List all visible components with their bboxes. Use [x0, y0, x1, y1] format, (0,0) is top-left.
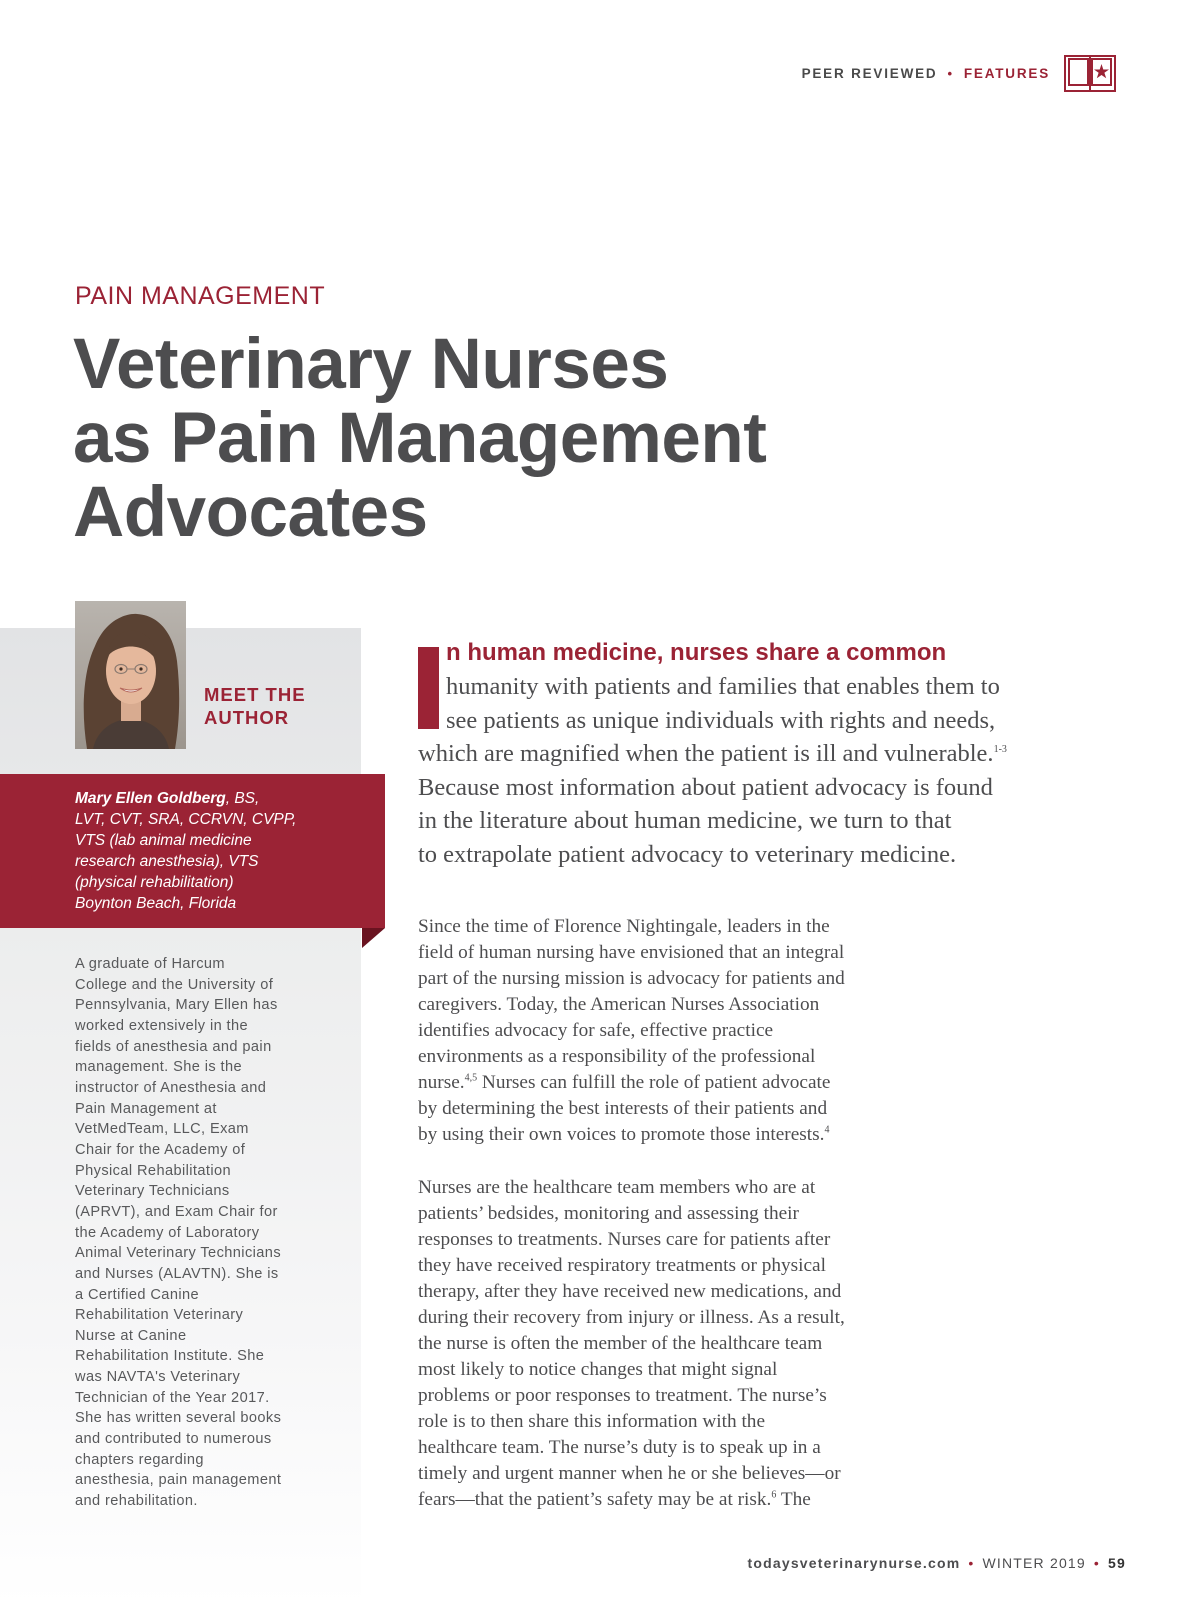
- body-line: caregivers. Today, the American Nurses Association: [418, 994, 820, 1015]
- body-line-text: nurse.: [418, 1072, 465, 1093]
- body-line: they have received respiratory treatments or physical: [418, 1255, 826, 1276]
- body-line: most likely to notice changes that might signal: [418, 1359, 778, 1380]
- body-line: field of human nursing have envisioned that an integral: [418, 942, 845, 963]
- body-line-text: Nurses can fulfill the role of patient advocate: [477, 1072, 831, 1093]
- bio-line: Pennsylvania, Mary Ellen has: [75, 997, 278, 1014]
- citation-superscript: 4: [824, 1124, 830, 1136]
- bio-line: (APRVT), and Exam Chair for: [75, 1203, 278, 1220]
- body-line: responses to treatments. Nurses care for patients after: [418, 1229, 831, 1250]
- bio-line: was NAVTA's Veterinary: [75, 1369, 241, 1386]
- bio-line: Rehabilitation Institute. She: [75, 1348, 265, 1365]
- bio-line: and rehabilitation.: [75, 1493, 198, 1510]
- citation-superscript: 4,5: [464, 1072, 478, 1084]
- credential-line: VTS (lab animal medicine: [75, 832, 252, 849]
- author-photo: [75, 601, 186, 749]
- lead-line: Because most information about patient advocacy is found: [418, 773, 993, 801]
- bio-line: worked extensively in the: [75, 1017, 249, 1034]
- bio-line: Pain Management at: [75, 1100, 217, 1117]
- body-line: identifies advocacy for safe, effective practice: [418, 1020, 774, 1041]
- citation-superscript: 1-3: [993, 744, 1007, 756]
- body-line: therapy, after they have received new medications, and: [418, 1281, 842, 1302]
- meet-the-author-heading: [204, 683, 306, 729]
- author-name: Mary Ellen Goldberg: [75, 790, 226, 807]
- page-footer: [747, 1555, 1126, 1571]
- body-paragraph-2: [418, 1175, 845, 1513]
- body-line: by determining the best interests of their patients and: [418, 1098, 828, 1119]
- book-star-icon: [1064, 52, 1116, 94]
- section-nav: [802, 66, 1050, 81]
- body-line: Nurses are the healthcare team members who are at: [418, 1177, 816, 1198]
- credential-fragment: , BS,: [225, 790, 260, 807]
- lead-line-text: which are magnified when the patient is ill and vulnerable.: [418, 740, 994, 768]
- bio-line: a Certified Canine: [75, 1286, 200, 1303]
- body-line: environments as a responsibility of the professional: [418, 1046, 816, 1067]
- author-name-line: [75, 788, 370, 809]
- title-line: as Pain Management: [73, 399, 767, 478]
- lead-line: in the literature about human medicine, we turn to that: [418, 807, 952, 835]
- bio-line: management. She is the: [75, 1059, 242, 1076]
- author-credentials: [75, 788, 370, 914]
- bio-line: Physical Rehabilitation: [75, 1162, 232, 1179]
- features-label: FEATURES: [963, 66, 1050, 81]
- body-line: [418, 1487, 845, 1513]
- bio-line: chapters regarding: [75, 1451, 204, 1468]
- body-line: during their recovery from injury or illness. As a result,: [418, 1307, 845, 1328]
- bio-line: and contributed to numerous: [75, 1431, 272, 1448]
- body-line: timely and urgent manner when he or she believes—or: [418, 1463, 841, 1484]
- band-fold-decoration: [362, 928, 385, 948]
- meet-line: MEET THE: [204, 684, 306, 705]
- credential-line: research anesthesia), VTS: [75, 853, 259, 870]
- article-title: [73, 325, 973, 552]
- bio-line: A graduate of Harcum: [75, 956, 225, 972]
- section-label: PAIN MANAGEMENT: [75, 282, 326, 310]
- bio-line: VetMedTeam, LLC, Exam: [75, 1121, 249, 1138]
- footer-website: todaysveterinarynurse.com: [747, 1555, 961, 1571]
- body-line-text: by using their own voices to promote those interests.: [418, 1124, 825, 1145]
- credential-line: LVT, CVT, SRA, CCRVN, CVPP,: [75, 811, 297, 828]
- lead-line: to extrapolate patient advocacy to veterinary medicine.: [418, 840, 957, 868]
- title-line: Advocates: [73, 473, 428, 552]
- body-line: patients’ bedsides, monitoring and assessing their: [418, 1203, 799, 1224]
- body-line: [418, 1070, 845, 1096]
- bio-line: Rehabilitation Veterinary: [75, 1307, 244, 1324]
- body-line-text: The: [776, 1489, 811, 1510]
- footer-separator: •: [968, 1555, 975, 1571]
- title-line: Veterinary Nurses: [73, 325, 669, 404]
- author-location: Boynton Beach, Florida: [75, 895, 237, 912]
- body-line: problems or poor responses to treatment. The nurse’s: [418, 1385, 827, 1406]
- bio-line: Chair for the Academy of: [75, 1141, 246, 1158]
- lead-paragraph: [418, 670, 1007, 872]
- credential-line: (physical rehabilitation): [75, 874, 234, 891]
- body-line: healthcare team. The nurse’s duty is to speak up in a: [418, 1437, 821, 1458]
- body-line: Since the time of Florence Nightingale, leaders in the: [418, 916, 830, 937]
- lead-bold-line: n human medicine, nurses share a common: [446, 639, 947, 666]
- footer-issue: WINTER 2019: [982, 1555, 1086, 1571]
- meet-line: AUTHOR: [204, 707, 290, 728]
- bio-line: Technician of the Year 2017.: [75, 1389, 270, 1406]
- body-line: part of the nursing mission is advocacy for patients and: [418, 968, 845, 989]
- bio-line: Nurse at Canine: [75, 1327, 187, 1344]
- body-line: role is to then share this information with the: [418, 1411, 765, 1432]
- lead-line: see patients as unique individuals with rights and needs,: [446, 706, 996, 734]
- bio-line: College and the University of: [75, 976, 274, 993]
- page-number: 59: [1108, 1555, 1126, 1571]
- nav-separator: •: [947, 66, 954, 81]
- bio-line: and Nurses (ALAVTN). She is: [75, 1265, 279, 1282]
- bio-line: instructor of Anesthesia and: [75, 1079, 267, 1096]
- peer-reviewed-label: PEER REVIEWED: [801, 66, 938, 81]
- bio-line: Veterinary Technicians: [75, 1183, 230, 1200]
- bio-line: anesthesia, pain management: [75, 1472, 282, 1489]
- lead-line: [418, 737, 1007, 771]
- bio-line: fields of anesthesia and pain: [75, 1038, 272, 1055]
- lead-line: humanity with patients and families that enables them to: [446, 673, 1000, 700]
- footer-separator: •: [1093, 1555, 1101, 1571]
- bio-line: Animal Veterinary Technicians: [75, 1245, 282, 1262]
- bio-line: She has written several books: [75, 1410, 282, 1427]
- body-line-text: fears—that the patient’s safety may be at risk.: [418, 1489, 772, 1510]
- citation-superscript: 6: [771, 1489, 777, 1501]
- body-line: [418, 1122, 845, 1148]
- bio-line: the Academy of Laboratory: [75, 1224, 260, 1241]
- body-paragraph-1: [418, 914, 845, 1148]
- body-line: the nurse is often the member of the healthcare team: [418, 1333, 823, 1354]
- author-bio: [75, 954, 350, 1512]
